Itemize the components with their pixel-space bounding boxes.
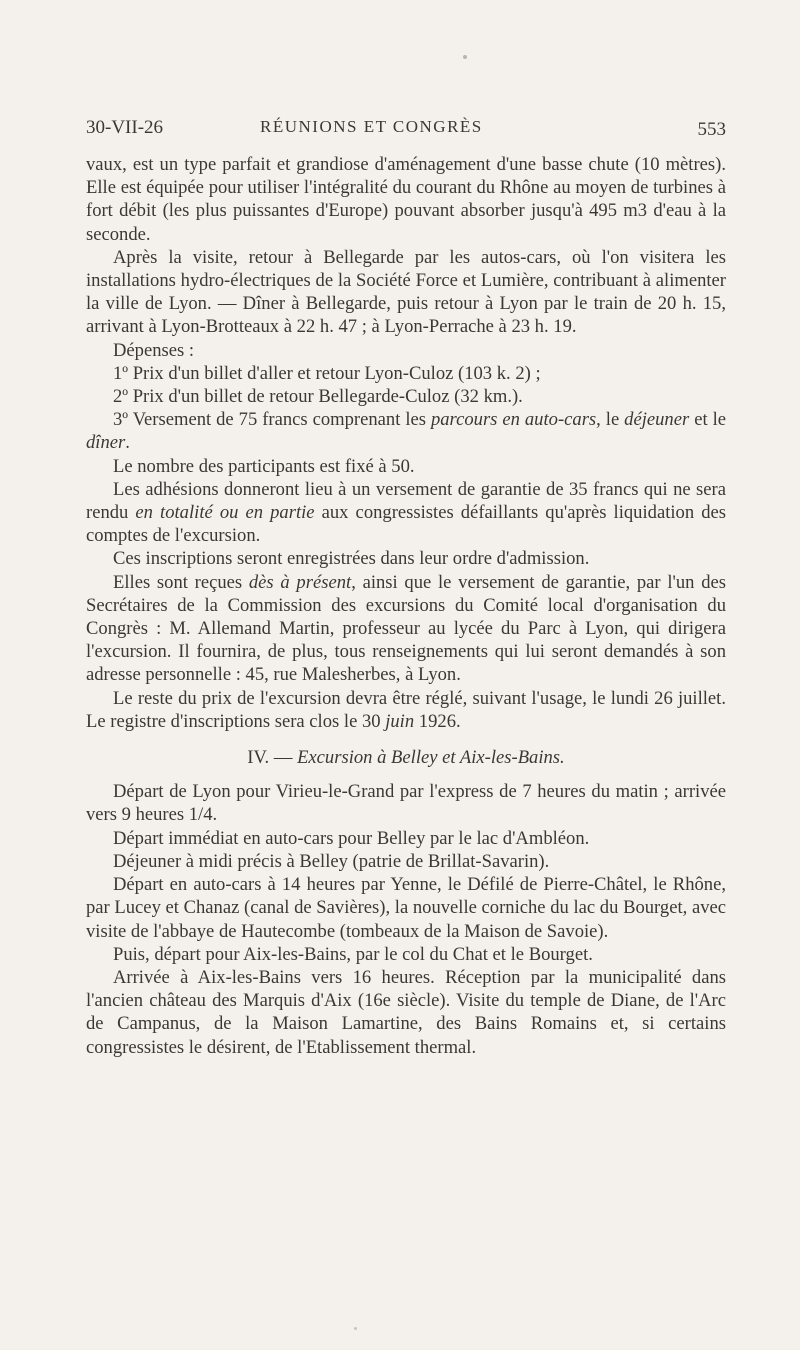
italic-run: en totalité ou en partie (135, 502, 315, 524)
section-heading (86, 746, 726, 769)
issue-date: 30-VII-26 (86, 117, 164, 138)
paragraph (86, 687, 726, 733)
paragraph: 2º Prix d'un billet de retour Bellegarde-Culoz (32 km.). (113, 386, 523, 408)
italic-run: dîner (86, 432, 126, 454)
text-run: , ainsi que le versement de garantie, par l'un des Secrétaires de la Commission des excursions du Comité local d'organisation du Congrès : M. Allemand Martin, professeur au lycée du Parc à Lyon, qui dirigera l'excursion. Il fournira, de plus, tous renseignements qui lui seront demandés à son adresse personnelle : 45, rue Malesherbes, à Lyon. (86, 571, 726, 686)
page-number: 553 (697, 119, 726, 140)
text-run: 3º Versement de 75 francs comprenant les (113, 409, 431, 431)
paragraph: Dépenses : (113, 339, 195, 361)
italic-run: déjeuner (624, 409, 690, 431)
text-run: 1926. (414, 710, 461, 732)
italic-run: parcours en auto-cars (430, 409, 597, 431)
section-title: Excursion à Belley et Aix-les-Bains. (297, 747, 565, 769)
text-run: Elles sont reçues (113, 571, 249, 593)
paragraph: Départ immédiat en auto-cars pour Belley par le lac d'Ambléon. (113, 827, 590, 849)
text-run: Le reste du prix de l'excursion devra être réglé, suivant l'usage, le lundi 26 juillet. Le registre d'inscriptions sera clos le 30 (86, 687, 726, 732)
text-run: . (125, 432, 130, 454)
paragraph: Départ en auto-cars à 14 heures par Yenne, le Défilé de Pierre-Châtel, le Rhône, par Lucey et Chanaz (canal de Savières), la nouvelle corniche du lac du Bourget, avec visite de l'abbaye de Hautecombe (tombeaux de la Maison de Savoie). (86, 874, 726, 942)
paragraph: Arrivée à Aix-les-Bains vers 16 heures. Réception par la municipalité dans l'ancien château des Marquis d'Aix (16e siècle). Visite du temple de Diane, de l'Arc de Campanus, de la Maison Lamartine, des Bains Romains et, si certains congressistes le désirent, de l'Etablissement thermal. (86, 966, 726, 1058)
paragraph (86, 571, 726, 687)
text-run: aux congressistes défaillants qu'après liquidation des comptes de l'excursion. (86, 502, 726, 547)
text-run: et le (689, 409, 727, 431)
ink-speck (354, 1327, 357, 1330)
italic-run: juin (385, 710, 415, 732)
page-header (86, 117, 726, 143)
italic-run: dès à présent (248, 571, 352, 593)
running-title: RÉUNIONS ET CONGRÈS (260, 117, 483, 136)
paragraph: Après la visite, retour à Bellegarde par les autos-cars, où l'on visitera les installations hydro-électriques de la Société Force et Lumière, contribuant à alimenter la ville de Lyon. — Dîner à Bellegarde, puis retour à Lyon par le train de 20 h. 15, arrivant à Lyon-Brotteaux à 22 h. 47 ; à Lyon-Perrache à 23 h. 19. (86, 246, 726, 338)
ink-speck (463, 55, 467, 59)
paragraph (86, 408, 726, 454)
text-run: Les adhésions donneront lieu à un versement de garantie de 35 francs qui ne sera rendu (86, 478, 726, 524)
page-body (86, 153, 726, 1059)
paragraph: Puis, départ pour Aix-les-Bains, par le col du Chat et le Bourget. (113, 943, 593, 965)
paragraph: Déjeuner à midi précis à Belley (patrie de Brillat-Savarin). (113, 850, 550, 872)
paragraph: Le nombre des participants est fixé à 50. (113, 455, 415, 477)
paragraph: 1º Prix d'un billet d'aller et retour Lyon-Culoz (103 k. 2) ; (113, 362, 541, 384)
paragraph: vaux, est un type parfait et grandiose d'aménagement d'une basse chute (10 mètres). Elle est équipée pour utiliser l'intégralité du courant du Rhône au moyen de turbines à fort débit (les plus puissantes d'Europe) pouvant absorber jusqu'à 495 m3 d'eau à la seconde. (86, 154, 726, 245)
text-run: , le (596, 409, 625, 431)
paragraph: Départ de Lyon pour Virieu-le-Grand par l'express de 7 heures du matin ; arrivée vers 9 heures 1/4. (86, 781, 726, 826)
section-number: IV. — (247, 747, 298, 769)
paragraph: Ces inscriptions seront enregistrées dans leur ordre d'admission. (113, 548, 590, 570)
paragraph (86, 478, 726, 548)
